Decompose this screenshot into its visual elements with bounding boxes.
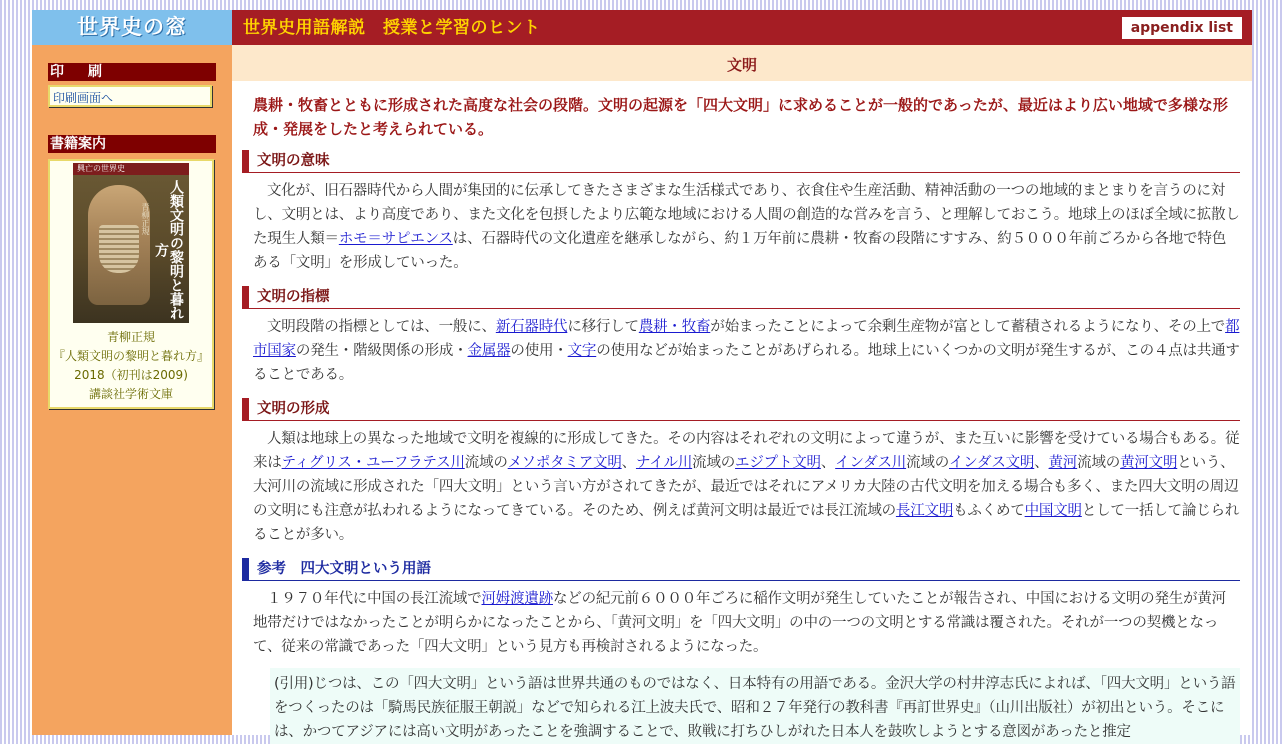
section-formation-text bbox=[253, 427, 1240, 547]
text-run: もふくめて bbox=[953, 503, 1025, 519]
book-cover-series: 興亡の世界史 bbox=[77, 164, 125, 173]
section-heading-meaning: 文明の意味 bbox=[242, 150, 1240, 173]
text-run: の使用などが始まったことがあげられる。地球上にいくつかの文明が発生するが、この４点は共通することである。 bbox=[253, 343, 1240, 383]
link-hemudu[interactable]: 河姆渡遺跡 bbox=[481, 591, 553, 607]
header-bar bbox=[232, 10, 1252, 45]
link-metal-tools[interactable]: 金属器 bbox=[467, 343, 511, 359]
text-run: 流域の bbox=[906, 455, 949, 471]
page-title: 世界史用語解説 授業と学習のヒント bbox=[243, 18, 541, 38]
text-run: の発生・階級関係の形成・ bbox=[295, 343, 468, 359]
appendix-list-button[interactable]: appendix list bbox=[1122, 17, 1242, 39]
book-card bbox=[48, 159, 214, 409]
text-run: 、 bbox=[621, 455, 636, 471]
link-nile[interactable]: ナイル川 bbox=[635, 455, 693, 471]
link-yellow-river-civilization[interactable]: 黄河文明 bbox=[1120, 455, 1178, 471]
section-meaning-text bbox=[253, 179, 1240, 275]
article-body bbox=[242, 93, 1240, 744]
main-content bbox=[232, 45, 1252, 740]
link-homo-sapiens[interactable]: ホモ＝サピエンス bbox=[338, 231, 453, 247]
book-publisher: 講談社学術文庫 bbox=[88, 387, 173, 401]
text-run: 、 bbox=[820, 455, 836, 471]
link-writing[interactable]: 文字 bbox=[567, 343, 597, 359]
term-heading: 文明 bbox=[232, 45, 1252, 81]
section-heading-indicators: 文明の指標 bbox=[242, 286, 1240, 309]
link-agriculture[interactable]: 農耕・牧畜 bbox=[638, 319, 711, 335]
quote-block: (引用)じつは、この「四大文明」という語は世界共通のものではなく、日本特有の用語である。金沢大学の村井淳志氏によれば、「四大文明」という語をつくったのは「騎馬民族征服王朝説」などで知られる江上波夫氏で、昭和２７年発行の教科書『再訂世界史』（山川出版社）が初出という。そこには、かつてアジアには高い文明があったことを強調することで、敗戦に打ちひしがれた日本人を鼓吹しようとする意図があったと推定 bbox=[270, 668, 1240, 744]
text-run: 文化が、旧石器時代から人間が集団的に伝承してきたさまざまな生活様式であり、衣食住や生産活動、精神活動の一つの地域的まとまりを言うのに対し、文明とは、より高度であり、また文化を包摂したより広範な地域における人間の創造的な営みを言う、と理解しておこう。地球上のほぼ全域に拡散した現生人類＝ bbox=[253, 183, 1240, 247]
text-run: １９７０年代に中国の長江流域で bbox=[267, 591, 482, 607]
link-yellow-river[interactable]: 黄河 bbox=[1048, 455, 1078, 471]
print-link[interactable]: 印刷画面へ bbox=[53, 91, 114, 105]
text-run: 流域の bbox=[464, 455, 508, 471]
text-run: 文明段階の指標としては、一般に、 bbox=[267, 319, 496, 335]
sidebar bbox=[32, 45, 232, 735]
link-mesopotamia[interactable]: メソポタミア文明 bbox=[507, 455, 622, 471]
section-heading-formation: 文明の形成 bbox=[242, 398, 1240, 421]
section-reference-text bbox=[253, 587, 1240, 659]
print-box bbox=[48, 85, 212, 107]
site-logo[interactable]: 世界史の窓 bbox=[32, 10, 232, 45]
book-author: 青柳正規 bbox=[106, 330, 155, 344]
text-run: 流域の bbox=[692, 455, 736, 471]
book-title: 『人類文明の黎明と暮れ方』 bbox=[52, 349, 209, 363]
page-wrapper bbox=[32, 10, 1252, 740]
book-cover-band bbox=[73, 163, 189, 175]
text-run: 人類は地球上の異なった地域で文明を複線的に形成してきた。その内容はそれぞれの文明によって違うが、また互いに影響を受けている場合もある。従来は bbox=[253, 431, 1240, 471]
book-year: 2018（初刊は2009) bbox=[74, 368, 188, 382]
link-indus-civilization[interactable]: インダス文明 bbox=[949, 455, 1035, 471]
link-egypt[interactable]: エジプト文明 bbox=[735, 455, 821, 471]
link-yangtze-civilization[interactable]: 長江文明 bbox=[895, 503, 954, 519]
text-run: は、石器時代の文化遺産を継承しながら、約１万年前に農耕・牧畜の段階にすすみ、約５０００年前ごろから各地で特色ある「文明」を形成していった。 bbox=[253, 231, 1226, 271]
section-heading-reference: 参考 四大文明という用語 bbox=[242, 558, 1240, 581]
text-run: 流域の bbox=[1077, 455, 1121, 471]
link-chinese-civilization[interactable]: 中国文明 bbox=[1024, 503, 1082, 519]
book-cover-image[interactable] bbox=[73, 163, 189, 323]
text-run: が始まったことによって余剰生産物が富として蓄積されるようになり、その上で bbox=[710, 319, 1226, 335]
print-heading: 印 刷 bbox=[48, 63, 216, 81]
book-cover-title: 人類文明の黎明と暮れ方 bbox=[153, 180, 184, 320]
text-run: 、 bbox=[1034, 455, 1049, 471]
text-run: に移行して bbox=[567, 319, 639, 335]
text-run: などの紀元前６０００年ごろに稲作文明が発生していたことが報告され、中国における文明の発生が黄河地帯だけではなかったことが明らかになったことから、「黄河文明」を「四大文明」の中の一つの文明とする常識は覆された。それが一つの契機となって、従来の常識であった「四大文明」という見方も再検討されるようになった。 bbox=[253, 591, 1226, 655]
text-run: という、大河川の流域に形成された「四大文明」という言い方がされてきたが、最近ではそれにアメリカ大陸の古代文明を加える場合も多く、また四大文明の周辺の文明にも注意が払われるようになってきている。そのため、例えば黄河文明は最近では長江流域の bbox=[253, 455, 1239, 519]
book-info bbox=[50, 328, 212, 404]
link-city-state[interactable]: 都市国家 bbox=[253, 319, 1240, 359]
link-tigris-euphrates[interactable]: ティグリス・ユーフラテス川 bbox=[281, 455, 465, 471]
link-indus-river[interactable]: インダス川 bbox=[835, 455, 907, 471]
statue-beard bbox=[99, 225, 139, 273]
link-neolithic[interactable]: 新石器時代 bbox=[495, 319, 568, 335]
section-indicators-text bbox=[253, 315, 1240, 387]
books-heading: 書籍案内 bbox=[48, 135, 216, 153]
lead-summary: 農耕・牧畜とともに形成された高度な社会の段階。文明の起源を「四大文明」に求めることが一般的であったが、最近はより広い地域で多様な形成・発展をしたと考えられている。 bbox=[253, 96, 1228, 138]
book-cover-author: 青柳正規 bbox=[141, 203, 150, 235]
text-run: の使用・ bbox=[510, 343, 568, 359]
text-run: として一括して論じられることが多い。 bbox=[253, 503, 1240, 543]
